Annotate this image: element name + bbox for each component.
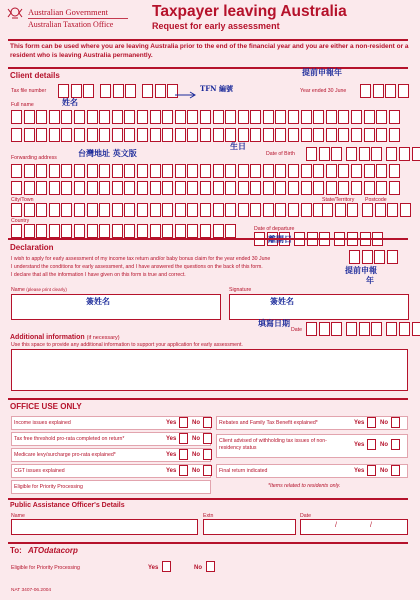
annotation-print-name: 簽姓名 (86, 296, 110, 306)
to-no-checkbox[interactable] (206, 561, 215, 572)
dob-field[interactable] (306, 147, 420, 161)
full-name-row-1[interactable] (11, 110, 401, 124)
declaration-heading: Declaration (10, 243, 54, 252)
officer-extn-label: Extn (203, 513, 214, 519)
departure-label: Date of departure (254, 226, 295, 232)
state-field[interactable] (322, 203, 360, 217)
office-right-yes-label: Yes (354, 468, 365, 474)
office-left-no-label: No (192, 420, 200, 426)
officer-name-label: Name (11, 513, 25, 519)
office-left-no-checkbox[interactable] (203, 417, 212, 428)
city-label: City/Town (11, 197, 34, 203)
year-label: Year ended 30 June (300, 88, 347, 94)
office-right-label: Rebates and Family Tax Benefit explained* (219, 420, 318, 426)
government-crest-icon (6, 5, 24, 21)
office-left-yes-label: Yes (166, 468, 177, 474)
arrow-icon (174, 86, 198, 94)
client-rule (8, 67, 408, 69)
footer-code: NAT 3407-06.2004 (11, 588, 52, 593)
annotation-dob: 生日 (230, 141, 246, 151)
annotation-address: 台灣地址 英文版 (78, 148, 137, 158)
to-yes-checkbox[interactable] (162, 561, 171, 572)
name-label: Full name (11, 102, 34, 108)
office-right-no-checkbox[interactable] (391, 417, 400, 428)
additional-hint: (if necessary) (86, 335, 120, 341)
office-footnote: *Items related to residents only. (268, 483, 341, 489)
declaration-rule (8, 238, 408, 240)
annotation-year-2-line-2: 年 (366, 275, 374, 285)
year-field[interactable] (360, 84, 410, 98)
header-rule (8, 39, 408, 41)
officer-rule (8, 498, 408, 500)
office-left-no-label: No (192, 436, 200, 442)
agency-line-1: Australian Government (28, 7, 109, 17)
address-row-2[interactable] (11, 181, 401, 195)
office-left-yes-label: Yes (166, 420, 177, 426)
office-left-no-checkbox[interactable] (203, 465, 212, 476)
office-left-yes-label: Yes (166, 452, 177, 458)
office-right-yes-label: Yes (354, 420, 365, 426)
office-right-yes-checkbox[interactable] (367, 465, 376, 476)
officer-extn-field[interactable] (203, 519, 296, 535)
client-heading: Client details (10, 71, 60, 80)
annotation-fill-date: 填寫日期 (258, 318, 290, 328)
office-right-no-label: No (380, 468, 388, 474)
signature-label: Signature (229, 287, 252, 293)
print-name-label (11, 287, 67, 293)
additional-heading-text: Additional information (10, 334, 85, 341)
form-title: Taxpayer leaving Australia (152, 3, 347, 20)
agency-line-2: Australian Taxation Office (28, 20, 114, 29)
officer-date-sep-1: / (335, 522, 337, 529)
office-heading: OFFICE USE ONLY (10, 402, 82, 411)
office-left-label: Income issues explained (14, 420, 71, 426)
office-right-no-label: No (380, 442, 388, 448)
annotation-tfn: TFN 編號 (200, 84, 234, 93)
office-right-no-label: No (380, 420, 388, 426)
print-name-label-text: Name (11, 287, 25, 293)
annotation-year-2-line-1: 提前申報 (345, 265, 377, 275)
additional-heading (10, 334, 120, 341)
print-name-field[interactable] (11, 294, 221, 320)
to-no-label: No (194, 565, 202, 571)
office-left-label: Tax free threshold pro-rata completed on return* (14, 436, 125, 442)
office-left-yes-checkbox[interactable] (179, 433, 188, 444)
declaration-text-3: I declare that all the information I have given on this form is true and correct. (11, 272, 186, 278)
additional-text: Use this space to provide any additional information to support your application for early assessment. (11, 342, 243, 348)
intro-text: This form can be used where you are leaving Australia prior to the end of the financial year and you are either a non-resident or a resident who is leaving Australia permanently. (10, 43, 409, 59)
city-field[interactable] (11, 203, 326, 217)
full-name-row-2[interactable] (11, 128, 401, 142)
tfn-field-2[interactable] (100, 84, 138, 98)
office-right-yes-checkbox[interactable] (367, 439, 376, 450)
office-right-no-checkbox[interactable] (391, 465, 400, 476)
officer-name-field[interactable] (11, 519, 198, 535)
office-right-label: Client advised of withholding tax issues of non-residency status (219, 438, 327, 451)
additional-info-box[interactable] (11, 349, 408, 391)
country-field[interactable] (11, 224, 238, 238)
office-left-yes-checkbox[interactable] (179, 417, 188, 428)
office-left-no-label: No (192, 452, 200, 458)
to-yes-label: Yes (148, 565, 159, 571)
signature-field[interactable] (229, 294, 409, 320)
declaration-text-2: I understand the conditions for early assessment, and I have answered the questions on the back of this form. (11, 264, 263, 270)
state-label: State/Territory (322, 197, 355, 203)
officer-heading: Public Assistance Officer's Details (10, 502, 125, 509)
to-rule (8, 542, 408, 544)
to-priority-label: Eligible for Priority Processing (11, 565, 80, 571)
agency-divider (28, 18, 128, 19)
office-left-no-label: No (192, 468, 200, 474)
office-left-yes-checkbox[interactable] (179, 465, 188, 476)
declaration-year-field[interactable] (349, 250, 399, 264)
officer-date-field[interactable] (300, 519, 408, 535)
to-label: To: (10, 546, 22, 555)
office-right-yes-checkbox[interactable] (367, 417, 376, 428)
officer-date-sep-2: / (370, 522, 372, 529)
print-name-hint: (please print clearly) (26, 287, 67, 292)
to-value: ATOdatacorp (28, 546, 78, 555)
office-right-yes-label: Yes (354, 442, 365, 448)
office-rule (8, 398, 408, 400)
forwarding-label: Forwarding address (11, 155, 57, 161)
office-left-no-checkbox[interactable] (203, 449, 212, 460)
office-left-label: Eligible for Priority Processing (14, 484, 83, 490)
office-left-label: CGT issues explained (14, 468, 65, 474)
office-left-yes-label: Yes (166, 436, 177, 442)
officer-date-label: Date (300, 513, 311, 519)
tfn-label: Tax file number (11, 88, 47, 94)
declaration-date-label: Date (291, 327, 302, 333)
address-row-1[interactable] (11, 164, 401, 178)
declaration-text-1: I wish to apply for early assessment of my income tax return and/or baby bonus claim for the year ended 30 June (11, 256, 271, 262)
country-label: Country (11, 218, 30, 224)
office-right-no-checkbox[interactable] (391, 439, 400, 450)
annotation-signature: 簽姓名 (270, 296, 294, 306)
annotation-name: 姓名 (62, 97, 78, 107)
annotation-year: 提前申報年 (302, 67, 342, 77)
tfn-field[interactable] (58, 84, 96, 98)
office-left-label: Medicare levy/surcharge pro-rata explained* (14, 452, 116, 458)
postcode-label: Postcode (365, 197, 387, 203)
postcode-field[interactable] (362, 203, 412, 217)
declaration-date-field[interactable] (306, 322, 420, 336)
form-subtitle: Request for early assessment (152, 21, 280, 31)
office-left-no-checkbox[interactable] (203, 433, 212, 444)
office-right-label: Final return indicated (219, 468, 268, 474)
dob-label: Date of Birth (266, 151, 295, 157)
office-left-yes-checkbox[interactable] (179, 449, 188, 460)
